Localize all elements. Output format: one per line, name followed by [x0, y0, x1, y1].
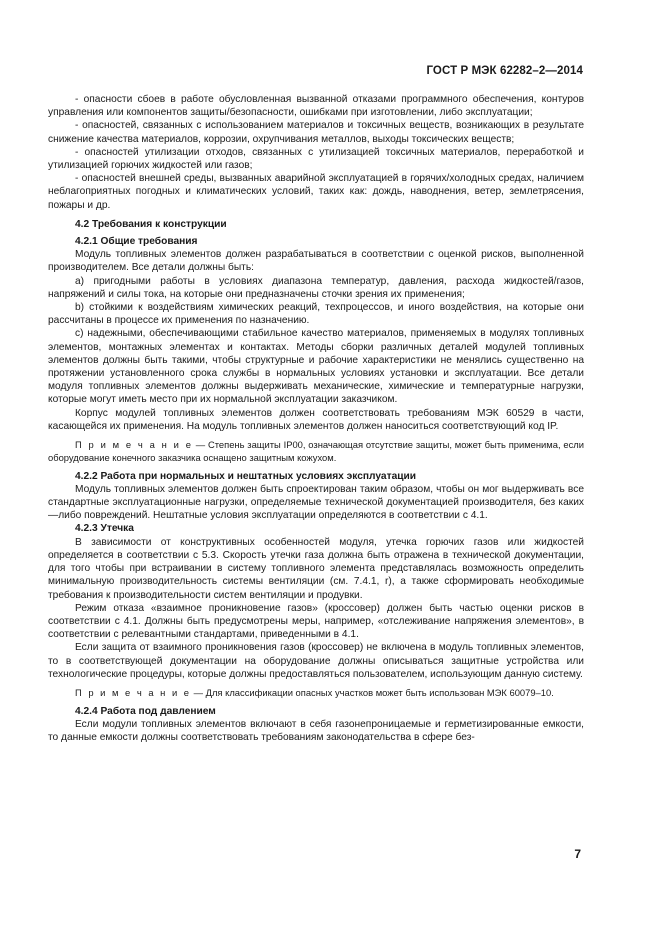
pressure-paragraph: Если модули топливных элементов включают в себя газонепроницаемые и герметизированные емкости, то данные емкости должны соответствовать требованиям законодательства в сфере без- [48, 718, 584, 744]
item-a: a) пригодными работы в условиях диапазона температур, давления, расхода жидкостей/газов, напряжений и силы тока, на которые они предназначены сточки зрения их применения; [48, 275, 584, 300]
section-4-2-1-heading: 4.2.1 Общие требования [75, 236, 198, 248]
bullet-materials: - опасностей, связанных с использованием материалов и токсичных веществ, возникающих в результате снижение качества материалов, коррозии, охрупчивания металлов, выходы токсических веществ; [48, 120, 584, 145]
bullet-software-failures: - опасности сбоев в работе обусловленная вызванной отказами программного обеспечения, контуров управления или компонентов защиты/безопасности, ошибками при изготовлении, либо эксплуатации; [48, 94, 584, 119]
note-label: П р и м е ч а н и е [75, 686, 192, 698]
note-ip00 [48, 439, 584, 465]
enclosure-paragraph: Корпус модулей топливных элементов должен соответствовать требованиям МЭК 60529 в части, касающейся их применения. На модуль топливных элементов должен наноситься соответствующий код IP. [48, 407, 584, 432]
crossover-paragraph: Режим отказа «взаимное проникновение газов» (кроссовер) должен быть частью оценки рисков в соответствии с 4.1. Должны быть предусмотрены меры, например, «отслеживание напряжения элементов», в соответствии с релевантными стандартами, приведенными в 4.1. [48, 602, 584, 641]
item-c: c) надежными, обеспечивающими стабильное качество материалов, применяемых в модулях топливных элементов, монтажных элементах и контактах. Методы сборки различных деталей модулей топливных элементов должны быть такими, чтобы структурные и рабочие характеристики не менялись существенно на протяжении установленного срока службы в нормальных условиях установки и эксплуатации. Все детали модуля топливных элементов должны выдерживать механические, химические и температурные нагрузки, которые могут иметь место при их нормальной эксплуатации заказчиком. [48, 328, 584, 406]
note-text: — Степень защиты IP00, означающая отсутствие защиты, может быть применима, если оборудование конечного заказчика оснащено защитным кожухом. [48, 439, 584, 463]
bullet-waste: - опасностей утилизации отходов, связанных с утилизацией токсичных материалов, переработкой и утилизацией горючих жидкостей или газов; [48, 146, 584, 172]
leakage-paragraph: В зависимости от конструктивных особенностей модуля, утечка горючих газов или жидкостей определяется в соответствии с 5.3. Скорость утечки газа должна быть отражена в технической документации, для того чтобы при встраивании в систему топливного элемента представлялась возможность определить минимальную производительность системы вентиляции (см. 7.4.1, r), а также сформировать необходимые требования к производительности систем вентиляции и продувки. [48, 536, 584, 601]
section-4-2-4-heading: 4.2.4 Работа под давлением [75, 705, 216, 717]
section-4-2-2-text: Модуль топливных элементов должен быть спроектирован таким образом, чтобы он мог выдерживать все стандартные эксплуатационные нагрузки, определяемые технической документацией производителя, без каких—либо повреждений. Нештатные условия эксплуатации определяются в соответствии с 4.1. [48, 483, 584, 522]
section-4-2-1-intro: Модуль топливных элементов должен разрабатываться в соответствии с оценкой рисков, выполненной производителем. Все детали должны быть: [48, 249, 584, 274]
bullet-environment: - опасностей внешней среды, вызванных аварийной эксплуатацией в горячих/холодных средах, наличием неблагоприятных погодных и климатических условий, таких как: дождь, наводнения, ветер, землетрясения, пожары и др. [48, 173, 584, 211]
crossover-protection-paragraph: Если защита от взаимного проникновения газов (кроссовер) не включена в модуль топливных элементов, то в соответствующей документации на оборудование должны описываться защитные устройства или технологические процедуры, которые должны предоставляться пользователем, использующим данную систему. [48, 642, 584, 680]
page-number: 7 [574, 847, 581, 861]
section-4-2-3-heading: 4.2.3 Утечка [75, 523, 134, 535]
note-hazardous-areas [48, 687, 584, 700]
section-4-2-heading: 4.2 Требования к конструкции [75, 218, 227, 230]
section-4-2-2-heading: 4.2.2 Работа при нормальных и нештатных условиях эксплуатации [75, 470, 417, 482]
item-b: b) стойкими к воздействиям химических реакций, техпроцессов, и иного воздействия, на которые они рассчитаны в процессе их применения по назначению. [48, 302, 584, 327]
standard-header: ГОСТ Р МЭК 62282–2—2014 [426, 65, 583, 77]
page-body [48, 93, 584, 744]
note-label: П р и м е ч а н и е [75, 439, 193, 451]
note-text: — Для классификации опасных участков может быть использован МЭК 60079–10. [191, 686, 554, 698]
